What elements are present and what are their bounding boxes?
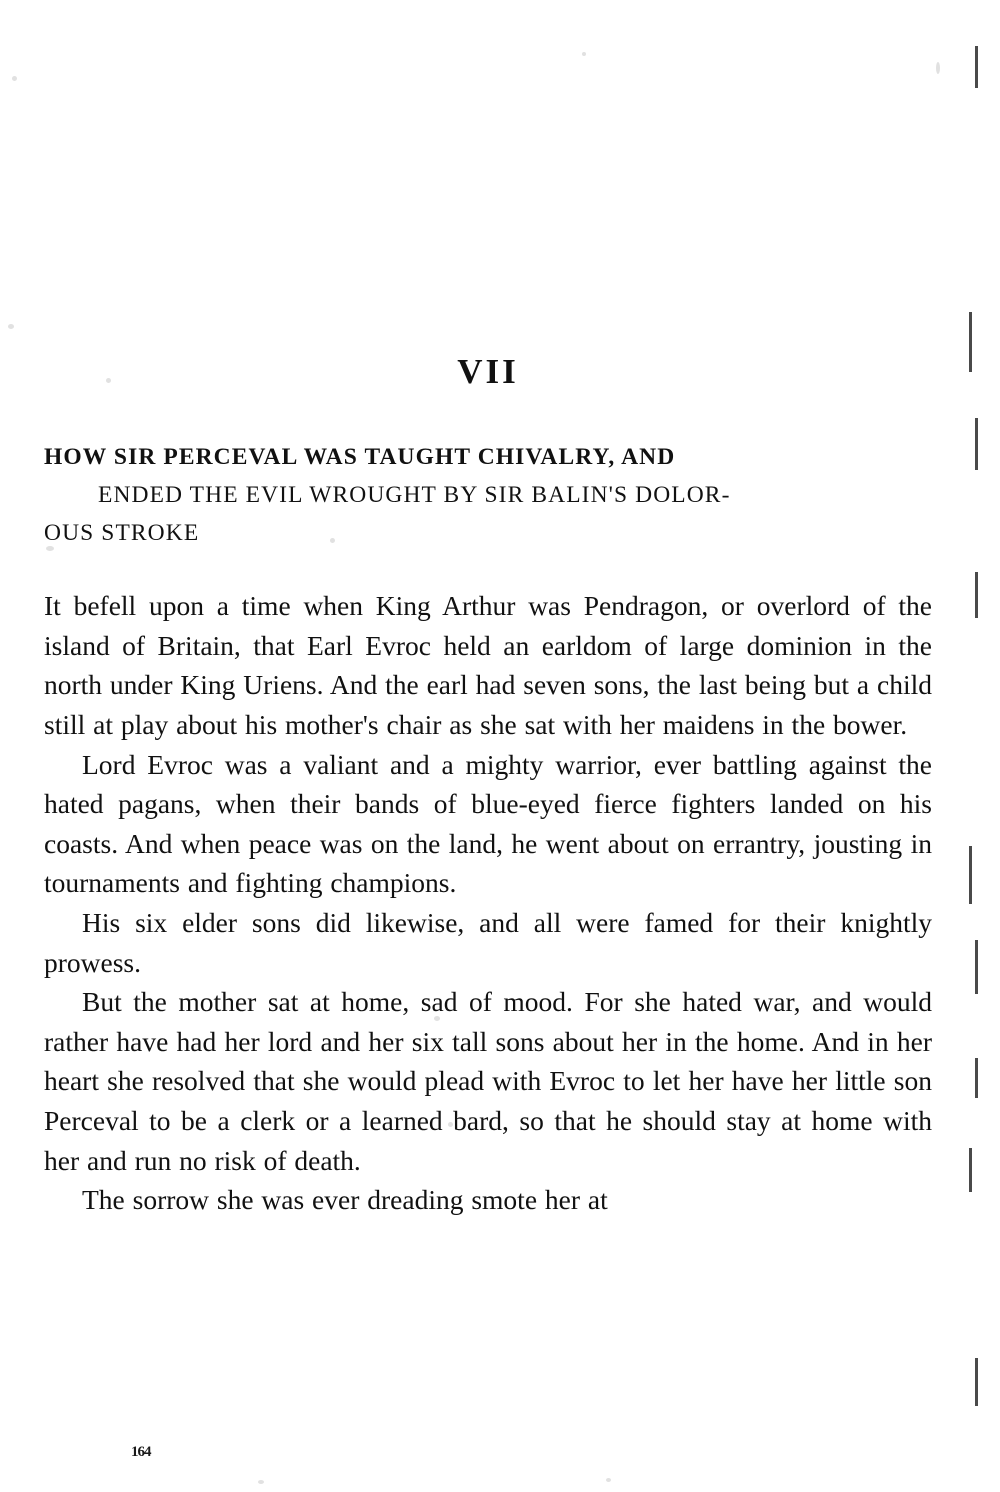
- body-paragraph: The sorrow she was ever dreading smote her at: [82, 1184, 608, 1216]
- body-paragraph: Lord Evroc was a valiant and a mighty warrior, ever battling against the hated pagans, when their bands of blue-eyed fierce fighters landed on his coasts. And when peace was on the land, he went about on errantry, jousting in tournaments and fighting champions.: [44, 748, 932, 899]
- scan-speckle: [606, 1478, 611, 1482]
- scan-edge-mark: [969, 846, 972, 904]
- body-paragraph: It befell upon a time when King Arthur was Pendragon, or overlord of the island of Britain, that Earl Evroc held an earldom of large dominion in the north under King Uriens. And the earl had seven sons, the last being but a child still at play about his mother's chair as she sat with her maidens in the bower.: [44, 590, 932, 740]
- chapter-title-line-2: ENDED THE EVIL WROUGHT BY SIR BALIN'S DOLOR-: [98, 482, 731, 509]
- page-number: 164: [131, 1444, 151, 1460]
- scan-edge-mark: [975, 1358, 978, 1406]
- chapter-title-line-1: HOW SIR PERCEVAL WAS TAUGHT CHIVALRY, AND: [44, 444, 676, 470]
- scan-edge-mark: [975, 1058, 978, 1098]
- scan-speckle: [936, 62, 940, 74]
- scan-edge-mark: [975, 940, 978, 994]
- scan-speckle: [8, 324, 14, 329]
- scan-edge-mark: [975, 572, 978, 618]
- scan-edge-mark: [975, 46, 978, 88]
- scan-edge-mark: [975, 418, 978, 470]
- scan-edge-mark: [969, 312, 972, 372]
- chapter-title: [44, 438, 932, 552]
- page-content: [44, 352, 932, 1220]
- body-paragraph: But the mother sat at home, sad of mood. For she hated war, and would rather have had her lord and her six tall sons about her in the home. And in her heart she resolved that she would plead with Evroc to let her have her little son Perceval to be a clerk or a learned bard, so that he should stay at home with her and run no risk of death.: [44, 986, 932, 1176]
- chapter-title-line-3: OUS STROKE: [44, 520, 200, 547]
- scan-speckle: [12, 76, 17, 81]
- scan-speckle: [258, 1480, 264, 1484]
- body-paragraph: His six elder sons did likewise, and all were famed for their knightly prowess.: [44, 906, 932, 978]
- scan-speckle: [582, 52, 586, 56]
- scan-edge-mark: [969, 1148, 972, 1192]
- chapter-number: VII: [457, 352, 519, 391]
